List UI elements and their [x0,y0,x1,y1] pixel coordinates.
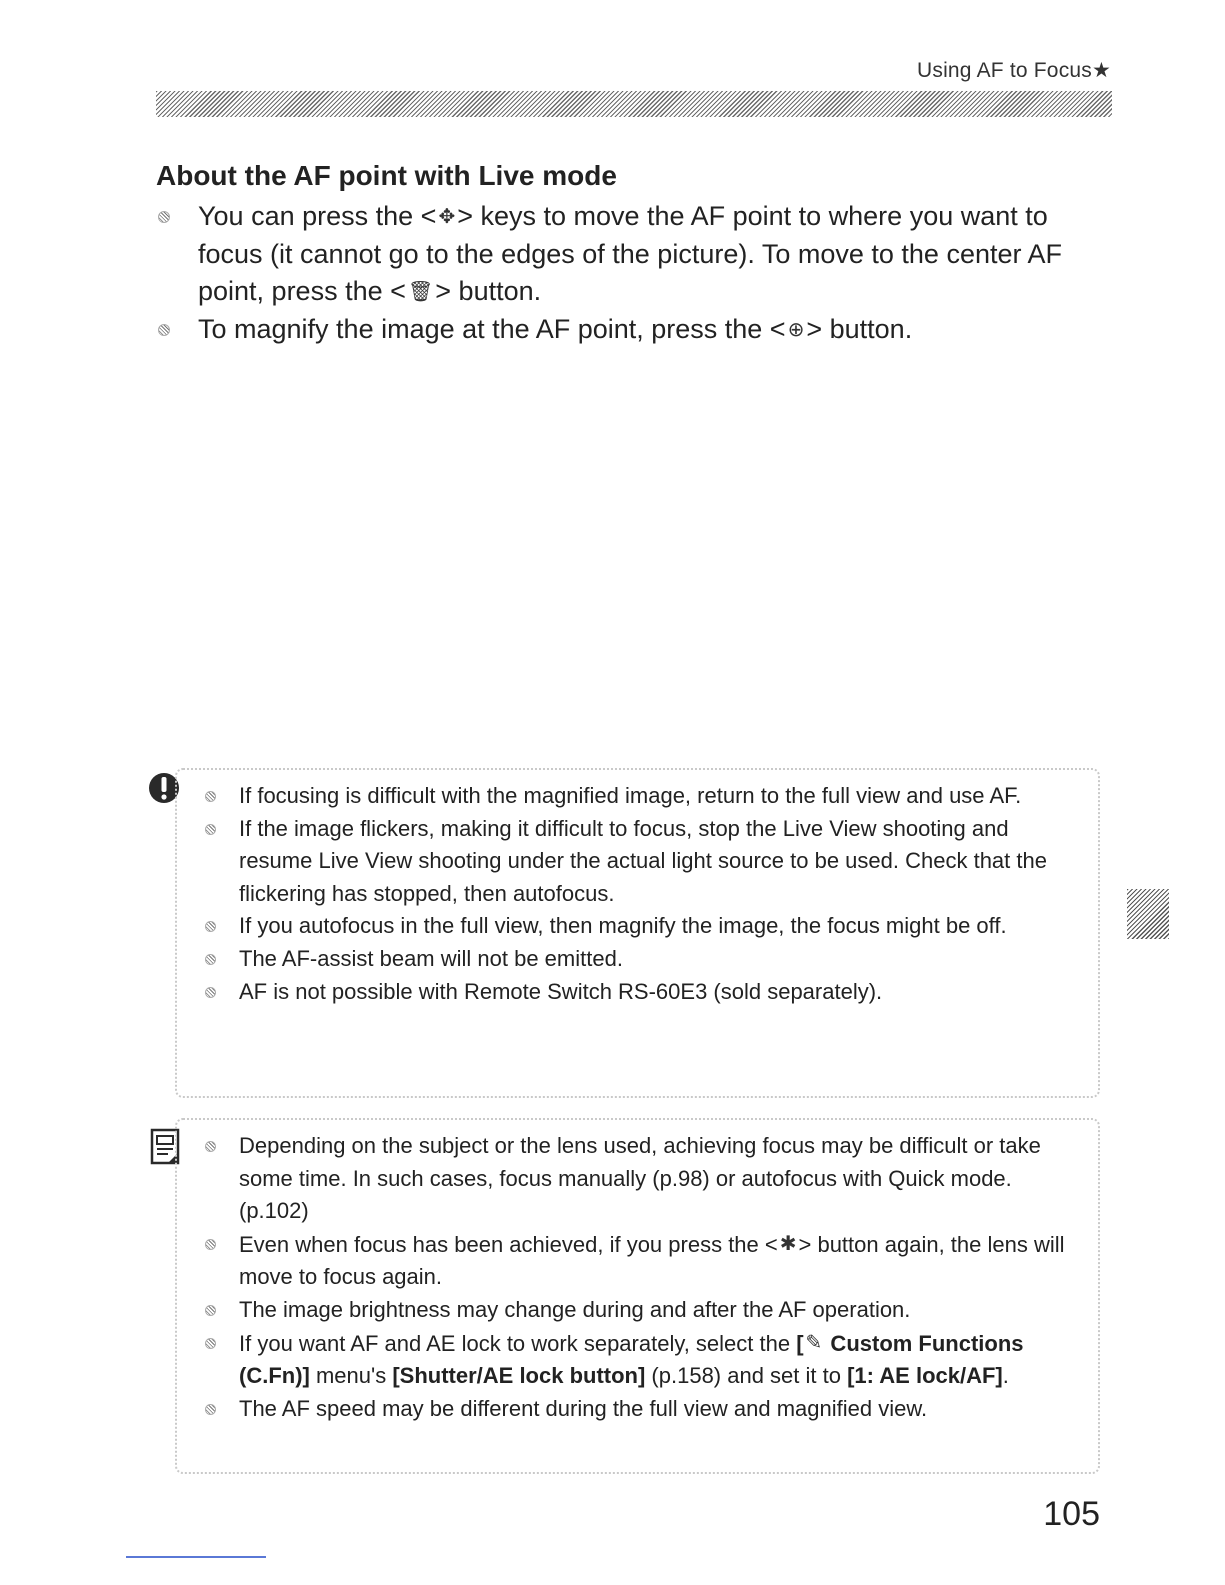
list-item: If the image flickers, making it difficult to focus, stop the Live View shooting and resume Live View shooting under the actual light source to be used. Check that the flickering has stopped, then autofocus. [199,813,1080,911]
magnify-icon: ⊕ [787,319,805,341]
bullet-icon [205,791,216,802]
list-item: Even when focus has been achieved, if you press the < ✱> button again, the lens will move to focus again. [199,1228,1080,1294]
bullet-icon [205,954,216,965]
memo-box [175,1118,1100,1474]
caution-list [199,780,1080,1008]
bullet-icon [205,1239,216,1250]
header-title: Using AF to Focus★ [917,59,1111,82]
caution-box [175,768,1100,1098]
page-number: 105 [1043,1495,1100,1533]
footer-link-underline [126,1556,266,1558]
list-item: Depending on the subject or the lens used, achieving focus may be difficult or take some time. In such cases, focus manually (p.98) or autofocus with Quick mode. (p.102) [199,1130,1080,1228]
bullet-icon [205,824,216,835]
bullet-icon [158,324,170,336]
cross-keys-icon: ✥ [438,206,456,228]
header-rule [156,91,1112,117]
list-item: To magnify the image at the AF point, press the < ⊕> button. [156,311,1112,349]
chapter-tab-marker [1127,889,1169,939]
bullet-icon [205,1404,216,1415]
list-item: If you want AF and AE lock to work separately, select the [ ✎ Custom Functions (C.Fn)] menu's [Shutter/AE lock button] (p.158) and set it to [1: AE lock/AF]. [199,1327,1080,1393]
section-heading: About the AF point with Live mode [156,160,617,191]
star-icon: ✱ [779,1232,797,1255]
trash-icon: 🗑 [407,281,434,303]
list-item: The image brightness may change during and after the AF operation. [199,1294,1080,1327]
section-list [156,198,1112,349]
bullet-icon [205,921,216,932]
bullet-icon [158,211,170,223]
list-item: The AF-assist beam will not be emitted. [199,943,1080,976]
bullet-icon [205,1305,216,1316]
list-item: AF is not possible with Remote Switch RS-60E3 (sold separately). [199,976,1080,1009]
section [156,160,1112,349]
list-item: You can press the < ✥> keys to move the AF point to where you want to focus (it cannot go to the edges of the picture). To move to the center AF point, press the < 🗑> button. [156,198,1112,311]
list-item: The AF speed may be different during the full view and magnified view. [199,1393,1080,1426]
list-item: If focusing is difficult with the magnified image, return to the full view and use AF. [199,780,1080,813]
bullet-icon [205,987,216,998]
custom-functions-icon: ✎ [805,1331,823,1354]
bullet-icon [205,1338,216,1349]
memo-list [199,1130,1080,1425]
list-item: If you autofocus in the full view, then magnify the image, the focus might be off. [199,910,1080,943]
bullet-icon [205,1141,216,1152]
